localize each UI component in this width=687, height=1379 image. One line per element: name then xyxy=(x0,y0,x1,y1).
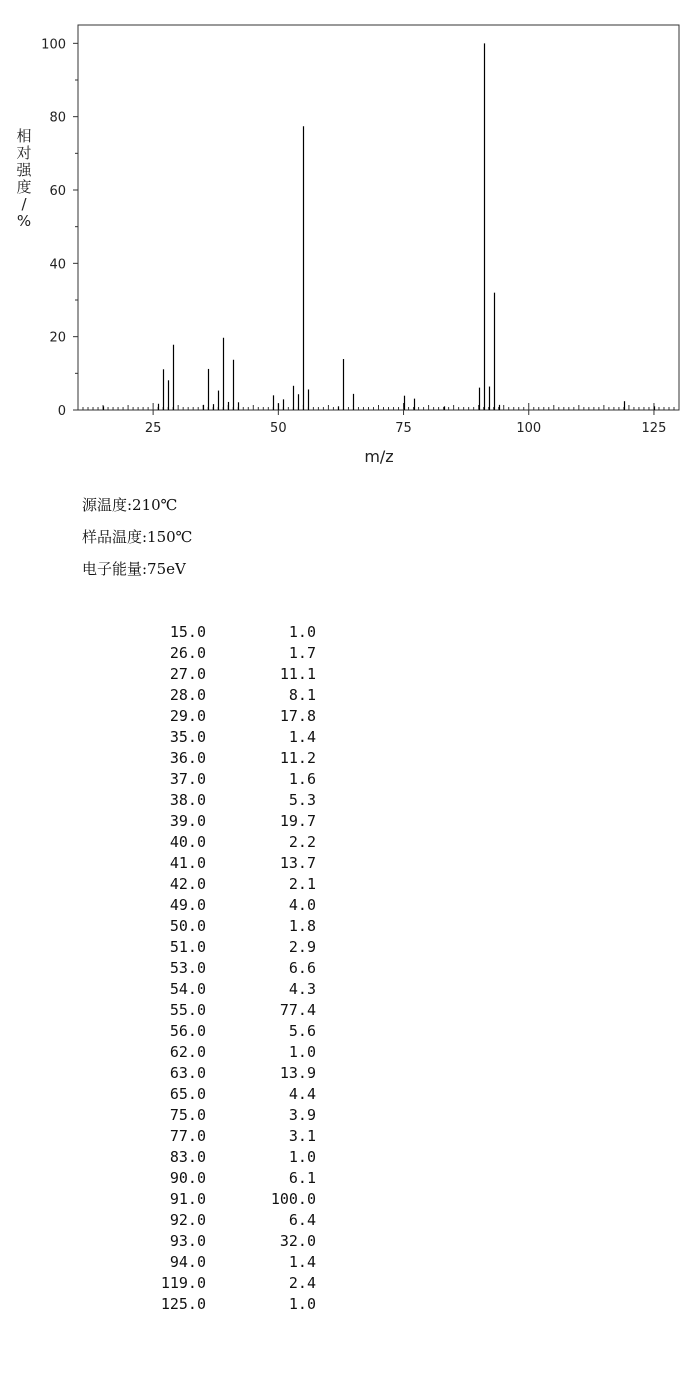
peak-row xyxy=(130,853,316,874)
peak-mz: 56.0 xyxy=(169,1022,206,1040)
peak-row xyxy=(130,1189,316,1210)
peak-mz: 119.0 xyxy=(160,1274,206,1292)
peak-row xyxy=(130,1042,316,1063)
y-axis-label xyxy=(14,128,34,230)
plot-frame xyxy=(78,25,679,410)
peak-mz: 27.0 xyxy=(169,665,206,683)
peak-row xyxy=(130,916,316,937)
peak-intensity: 2.2 xyxy=(288,833,316,851)
y-axis-ticks xyxy=(41,37,78,419)
mass-spectrum-chart xyxy=(0,0,687,480)
peak-intensity: 19.7 xyxy=(279,812,316,830)
peak-row xyxy=(130,1105,316,1126)
peak-intensity: 5.6 xyxy=(288,1022,316,1040)
peak-row xyxy=(130,706,316,727)
peak-intensity: 6.6 xyxy=(288,959,316,977)
x-tick-label: 25 xyxy=(144,421,162,436)
peak-mz: 15.0 xyxy=(169,623,206,641)
peak-mz: 54.0 xyxy=(169,980,206,998)
peak-intensity: 77.4 xyxy=(279,1001,316,1019)
peak-row xyxy=(130,1252,316,1273)
x-axis-label: m/z xyxy=(364,447,394,466)
peak-row xyxy=(130,622,316,643)
electron-energy: 电子能量:75eV xyxy=(82,560,186,578)
peak-row xyxy=(130,874,316,895)
peak-mz: 91.0 xyxy=(169,1190,206,1208)
x-tick-label: 50 xyxy=(270,421,287,436)
peak-row xyxy=(130,1126,316,1147)
peak-intensity: 3.9 xyxy=(288,1106,316,1124)
peak-mz: 125.0 xyxy=(160,1295,206,1313)
peak-intensity: 1.0 xyxy=(288,1148,316,1166)
peak-intensity: 11.2 xyxy=(279,749,316,767)
peak-row xyxy=(130,832,316,853)
peak-row xyxy=(130,1168,316,1189)
peak-intensity: 1.6 xyxy=(288,770,316,788)
peak-row xyxy=(130,979,316,1000)
peak-mz: 90.0 xyxy=(169,1169,206,1187)
peak-intensity: 2.9 xyxy=(288,938,316,956)
spectrum-peaks xyxy=(104,43,655,410)
peak-mz: 49.0 xyxy=(169,896,206,914)
y-tick-label: 0 xyxy=(57,404,66,419)
peak-intensity: 32.0 xyxy=(279,1232,316,1250)
peak-row xyxy=(130,1147,316,1168)
peak-mz: 41.0 xyxy=(169,854,206,872)
peak-intensity: 1.4 xyxy=(288,1253,316,1271)
peak-mz: 36.0 xyxy=(169,749,206,767)
peak-mz: 50.0 xyxy=(169,917,206,935)
peak-mz: 29.0 xyxy=(169,707,206,725)
peak-intensity: 6.1 xyxy=(288,1169,316,1187)
y-tick-label: 100 xyxy=(41,37,66,53)
y-tick-label: 40 xyxy=(49,257,66,273)
peak-row xyxy=(130,727,316,748)
peak-row xyxy=(130,1231,316,1252)
x-axis-ticks xyxy=(145,410,667,436)
peak-intensity: 1.8 xyxy=(288,917,316,935)
peak-intensity: 8.1 xyxy=(288,686,316,704)
peak-row xyxy=(130,1084,316,1105)
peak-row xyxy=(130,685,316,706)
peak-row xyxy=(130,1021,316,1042)
peak-intensity: 1.0 xyxy=(288,623,316,641)
source-temperature: 源温度:210℃ xyxy=(82,496,178,514)
peak-row xyxy=(130,748,316,769)
peak-mz: 83.0 xyxy=(169,1148,206,1166)
peak-intensity: 17.8 xyxy=(279,707,316,725)
peak-mz: 55.0 xyxy=(169,1001,206,1019)
y-axis-label-char: 度 xyxy=(16,178,32,196)
y-axis-label-char: / xyxy=(21,195,27,213)
y-axis-label-char: 强 xyxy=(16,161,32,179)
peak-intensity: 1.7 xyxy=(288,644,316,662)
peak-mz: 40.0 xyxy=(169,833,206,851)
peak-row xyxy=(130,769,316,790)
peak-intensity: 1.4 xyxy=(288,728,316,746)
peak-intensity: 4.3 xyxy=(288,980,316,998)
sample-temperature: 样品温度:150℃ xyxy=(82,528,193,546)
peak-intensity: 100.0 xyxy=(270,1190,316,1208)
peak-intensity: 6.4 xyxy=(288,1211,316,1229)
peak-mz: 37.0 xyxy=(169,770,206,788)
peak-intensity: 3.1 xyxy=(288,1127,316,1145)
peak-mz: 94.0 xyxy=(169,1253,206,1271)
peak-mz: 42.0 xyxy=(169,875,206,893)
peak-mz: 75.0 xyxy=(169,1106,206,1124)
peak-mz: 39.0 xyxy=(169,812,206,830)
peak-mz: 35.0 xyxy=(169,728,206,746)
peak-mz: 28.0 xyxy=(169,686,206,704)
peak-row xyxy=(130,1000,316,1021)
peak-mz: 26.0 xyxy=(169,644,206,662)
peak-mz: 53.0 xyxy=(169,959,206,977)
peak-row xyxy=(130,958,316,979)
peak-intensity: 4.4 xyxy=(288,1085,316,1103)
peak-row xyxy=(130,1273,316,1294)
y-axis-label-char: 对 xyxy=(16,144,32,162)
peak-mz: 38.0 xyxy=(169,791,206,809)
x-tick-label: 75 xyxy=(395,421,412,436)
peak-row xyxy=(130,1063,316,1084)
peak-row xyxy=(130,664,316,685)
peak-intensity: 2.1 xyxy=(288,875,316,893)
peak-intensity: 2.4 xyxy=(288,1274,316,1292)
peak-row xyxy=(130,937,316,958)
peak-mz: 65.0 xyxy=(169,1085,206,1103)
peak-mz: 51.0 xyxy=(169,938,206,956)
peak-intensity: 13.9 xyxy=(279,1064,316,1082)
peak-row xyxy=(130,1210,316,1231)
peak-intensity: 1.0 xyxy=(288,1043,316,1061)
peak-table xyxy=(130,622,316,1315)
y-axis-label-char: 相 xyxy=(16,127,32,145)
peak-mz: 93.0 xyxy=(169,1232,206,1250)
peak-intensity: 5.3 xyxy=(288,791,316,809)
peak-mz: 92.0 xyxy=(169,1211,206,1229)
peak-intensity: 13.7 xyxy=(279,854,316,872)
y-tick-label: 20 xyxy=(49,330,66,346)
x-tick-label: 125 xyxy=(641,421,667,436)
x-tick-label: 100 xyxy=(516,421,542,436)
peak-row xyxy=(130,790,316,811)
peak-intensity: 1.0 xyxy=(288,1295,316,1313)
y-tick-label: 80 xyxy=(49,110,66,126)
peak-mz: 62.0 xyxy=(169,1043,206,1061)
peak-row xyxy=(130,643,316,664)
peak-mz: 77.0 xyxy=(169,1127,206,1145)
peak-mz: 63.0 xyxy=(169,1064,206,1082)
peak-intensity: 11.1 xyxy=(279,665,316,683)
y-axis-label-char: % xyxy=(16,212,32,230)
peak-intensity: 4.0 xyxy=(288,896,316,914)
peak-row xyxy=(130,811,316,832)
peak-row xyxy=(130,1294,316,1315)
peak-row xyxy=(130,895,316,916)
y-tick-label: 60 xyxy=(49,184,66,199)
